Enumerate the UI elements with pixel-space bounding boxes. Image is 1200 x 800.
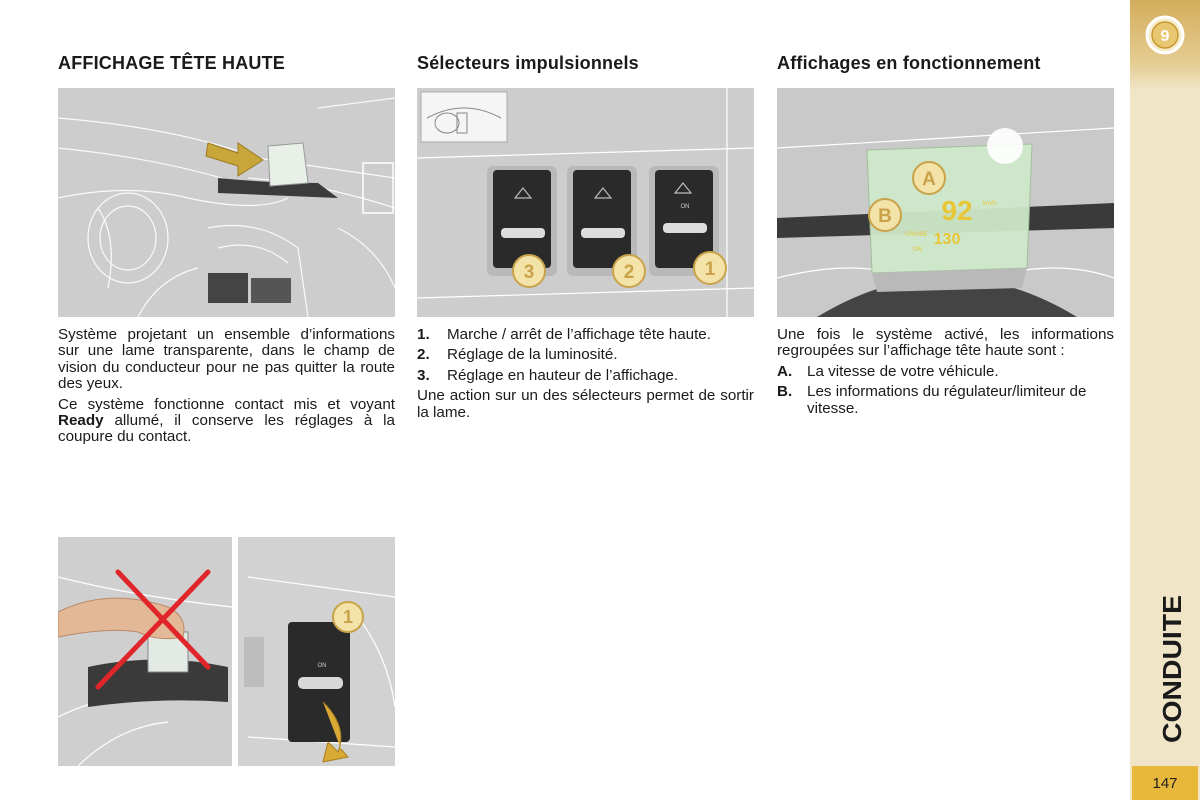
- item-text: La vitesse de votre véhicule.: [807, 362, 999, 380]
- figure-dashboard-hud-blade: [58, 88, 395, 317]
- figure-blade-retract: [58, 537, 395, 766]
- list-item: [777, 384, 1114, 417]
- list-item: [417, 347, 754, 363]
- col3-text: [777, 327, 1114, 421]
- ready-word: Ready: [58, 412, 104, 430]
- callout-2: 2: [623, 262, 635, 283]
- ready-note-post: allumé, il conserve les réglages à la coupure du contact.: [58, 412, 395, 446]
- selector-note: Une action sur un des sélecteurs permet de sortir la lame.: [417, 387, 754, 421]
- page-number: [1132, 766, 1198, 800]
- hud-ready-note: [58, 397, 395, 446]
- item-text: Réglage de la luminosité.: [447, 346, 618, 364]
- figure-hud-display: [777, 88, 1114, 317]
- item-number: 1.: [417, 326, 430, 343]
- item-letter: A.: [777, 362, 793, 380]
- chapter-title: [1149, 593, 1189, 743]
- section-heading-displays: Affichages en fonctionnement: [777, 53, 1041, 73]
- item-text: Les informations du régulateur/limiteur de vitesse.: [807, 383, 1087, 417]
- callout-b: B: [878, 206, 892, 227]
- on-label-switch: ON: [680, 204, 690, 210]
- col1-text: [58, 327, 395, 450]
- ready-note-pre: Ce système fonctionne contact mis et voyant: [58, 395, 395, 413]
- list-item: [417, 368, 754, 384]
- hud-on: ON: [913, 247, 922, 253]
- list-item: [777, 364, 1114, 380]
- on-label-bottom: ON: [317, 663, 327, 669]
- hud-speed: 92: [941, 195, 973, 226]
- hud-unit: km/h: [983, 201, 997, 207]
- callout-a: A: [922, 169, 936, 190]
- chapter-title-text: CONDUITE: [1157, 607, 1187, 743]
- callout-1-bottom: 1: [342, 607, 354, 627]
- item-letter: B.: [777, 383, 793, 401]
- callout-1: 1: [704, 259, 716, 280]
- hud-cruise: CRUISE: [905, 232, 928, 238]
- item-number: 3.: [417, 366, 430, 384]
- item-number: 2.: [417, 346, 430, 364]
- list-item: [417, 327, 754, 343]
- hud-description: Système projetant un ensemble d’informations sur une lame transparente, dans le champ de vision du conducteur pour ne pas quitter la route des yeux.: [58, 326, 395, 393]
- chapter-badge: [1145, 15, 1185, 55]
- col2-text: [417, 327, 754, 425]
- displays-intro: Une fois le système activé, les informations regroupées sur l’affichage tête haute sont :: [777, 326, 1114, 360]
- item-text: Marche / arrêt de l’affichage tête haute.: [447, 326, 711, 343]
- section-heading-pulse-selectors: Sélecteurs impulsionnels: [417, 53, 639, 73]
- figure-selector-switches: [417, 88, 754, 317]
- hud-cruise-value: 130: [933, 231, 961, 248]
- callout-3: 3: [523, 262, 535, 283]
- page-number-text: 147: [1152, 774, 1178, 792]
- chapter-number: 9: [1160, 28, 1170, 45]
- item-text: Réglage en hauteur de l’affichage.: [447, 366, 679, 384]
- section-heading-head-up-display: AFFICHAGE TÊTE HAUTE: [58, 53, 285, 73]
